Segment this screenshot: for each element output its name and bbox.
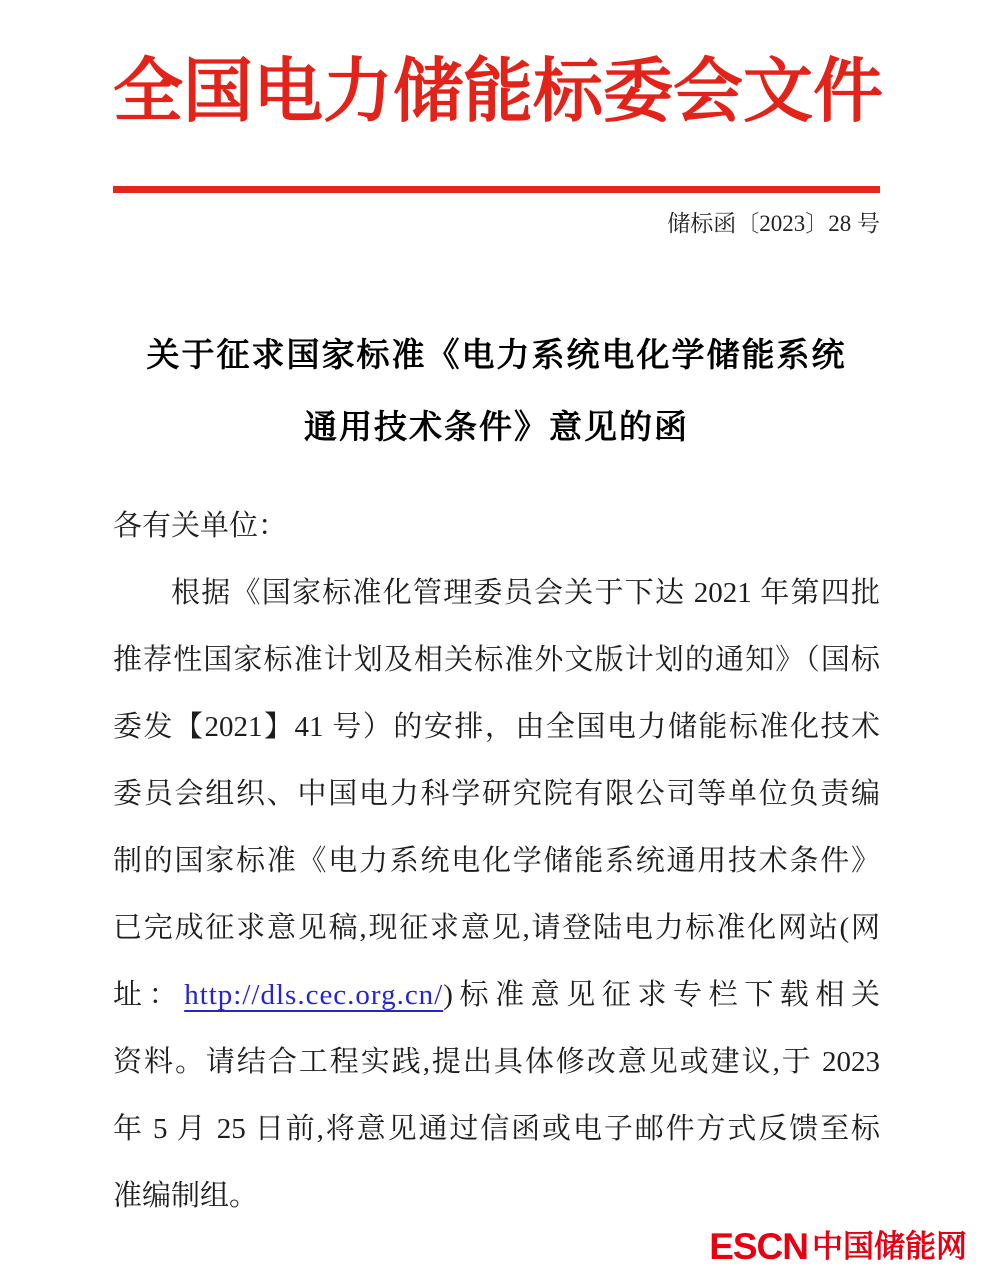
link-line-prefix: 址： [113, 979, 185, 1011]
body-line: 资料。请结合工程实践,提出具体修改意见或建议,于 2023 [113, 1046, 880, 1078]
body-line: 已完成征求意见稿,现征求意见,请登陆电力标准化网站(网 [113, 912, 880, 944]
body-line: 根据《国家标准化管理委员会关于下达 2021 年第四批 [171, 577, 880, 609]
escn-logo-cjk: 中国储能网 [812, 1229, 967, 1264]
escn-watermark-logo [709, 1228, 967, 1265]
body-line: 委发【2021】41 号）的安排，由全国电力储能标准化技术 [113, 711, 880, 743]
document-number: 储标函〔2023〕28 号 [667, 211, 880, 236]
letter-body [113, 493, 880, 1230]
subject-title-line-2: 通用技术条件》意见的函 [304, 408, 689, 445]
subject-title-line-1: 关于征求国家标准《电力系统电化学储能系统 [146, 336, 847, 373]
document-content [113, 0, 883, 1230]
salutation: 各有关单位： [113, 510, 288, 542]
link-line-suffix: )标准意见征求专栏下载相关 [443, 979, 880, 1011]
body-last-line: 准编制组。 [113, 1180, 259, 1212]
escn-logo-latin: ESCN [709, 1226, 808, 1267]
red-divider-line [113, 186, 880, 193]
cec-website-link[interactable]: http://dls.cec.org.cn/ [184, 979, 444, 1011]
masthead-title: 全国电力储能标委会文件 [113, 54, 883, 131]
body-line: 年 5 月 25 日前,将意见通过信函或电子邮件方式反馈至标 [113, 1113, 880, 1145]
body-line: 推荐性国家标准计划及相关标准外文版计划的通知》（国标 [113, 644, 880, 676]
subject-title [113, 319, 880, 463]
body-line-with-link [113, 962, 880, 1029]
body-line: 委员会组织、中国电力科学研究院有限公司等单位负责编 [113, 778, 880, 810]
body-line: 制的国家标准《电力系统电化学储能系统通用技术条件》 [113, 845, 880, 877]
